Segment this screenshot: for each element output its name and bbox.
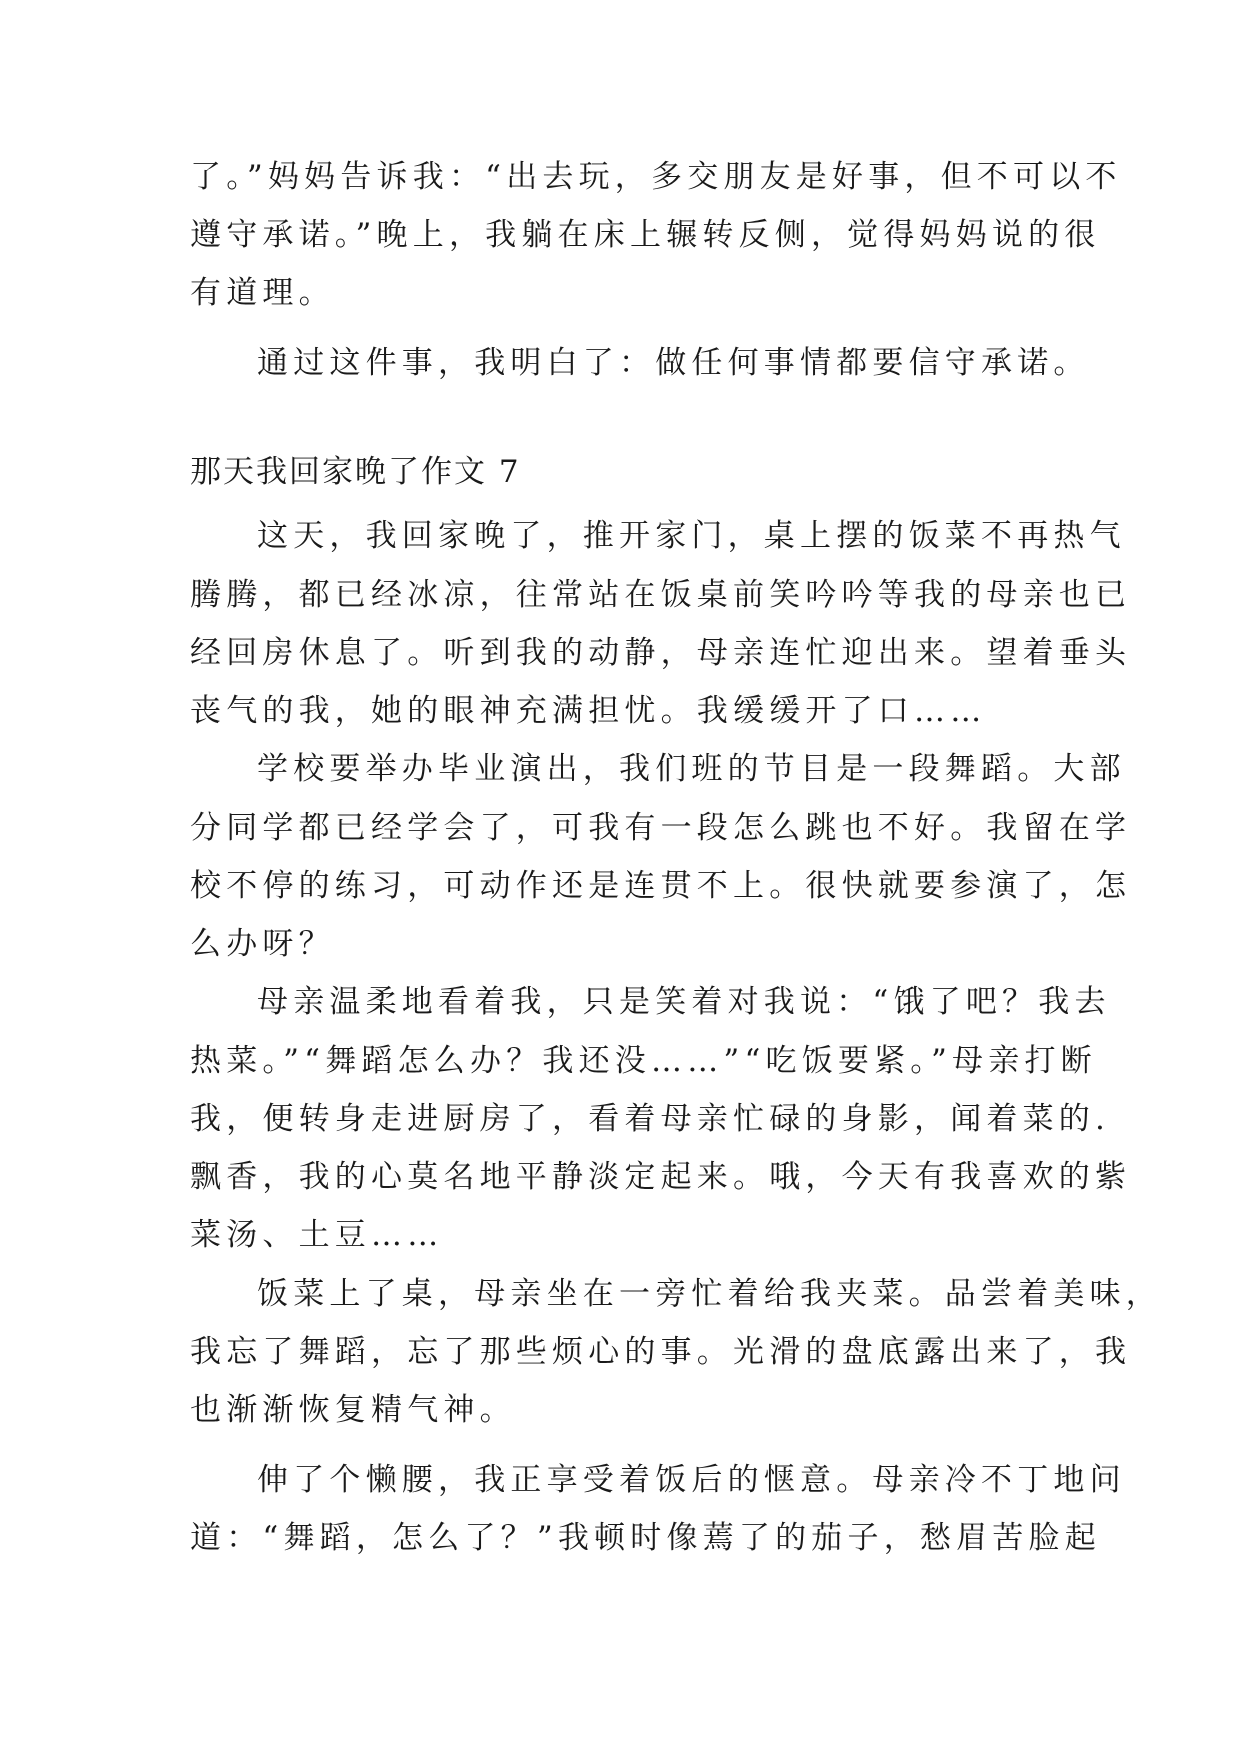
text-line: 我，便转身走进厨房了，看着母亲忙碌的身影，闻着菜的. (190, 1101, 1111, 1137)
text-line: 有道理。 (190, 275, 335, 311)
text-line: 道：“舞蹈，怎么了？”我顿时像蔫了的茄子，愁眉苦脸起 (190, 1520, 1101, 1556)
text-line: 分同学都已经学会了，可我有一段怎么跳也不好。我留在学 (190, 810, 1132, 846)
text-line: 这天，我回家晚了，推开家门，桌上摆的饭菜不再热气 (257, 518, 1126, 554)
text-line: 热菜。”“舞蹈怎么办？我还没……”“吃饭要紧。”母亲打断 (190, 1043, 1097, 1079)
text-line: 我忘了舞蹈，忘了那些烦心的事。光滑的盘底露出来了，我 (190, 1334, 1132, 1370)
essay-title: 那天我回家晚了作文 7 (190, 454, 521, 490)
text-line: 校不停的练习，可动作还是连贯不上。很快就要参演了，怎 (190, 868, 1132, 904)
text-line: 飘香，我的心莫名地平静淡定起来。哦，今天有我喜欢的紫 (190, 1159, 1132, 1195)
text-line: 了。”妈妈告诉我：“出去玩，多交朋友是好事，但不可以不 (190, 159, 1122, 195)
text-line: 伸了个懒腰，我正享受着饭后的惬意。母亲冷不丁地问 (257, 1462, 1126, 1498)
text-line: 饭菜上了桌，母亲坐在一旁忙着给我夹菜。品尝着美味， (257, 1276, 1162, 1312)
text-line: 丧气的我，她的眼神充满担忧。我缓缓开了口…… (190, 693, 987, 729)
text-line: 学校要举办毕业演出，我们班的节目是一段舞蹈。大部 (257, 751, 1126, 787)
text-line: 遵守承诺。”晚上，我躺在床上辗转反侧，觉得妈妈说的很 (190, 217, 1101, 253)
text-line: 腾腾，都已经冰凉，往常站在饭桌前笑吟吟等我的母亲也已 (190, 577, 1132, 613)
text-line: 么办呀？ (190, 926, 335, 962)
text-line: 母亲温柔地看着我，只是笑着对我说：“饿了吧？我去 (257, 984, 1111, 1020)
text-line: 经回房休息了。听到我的动静，母亲连忙迎出来。望着垂头 (190, 635, 1132, 671)
text-line: 菜汤、土豆…… (190, 1217, 444, 1253)
text-line: 也渐渐恢复精气神。 (190, 1392, 516, 1428)
text-line: 通过这件事，我明白了：做任何事情都要信守承诺。 (257, 345, 1090, 381)
